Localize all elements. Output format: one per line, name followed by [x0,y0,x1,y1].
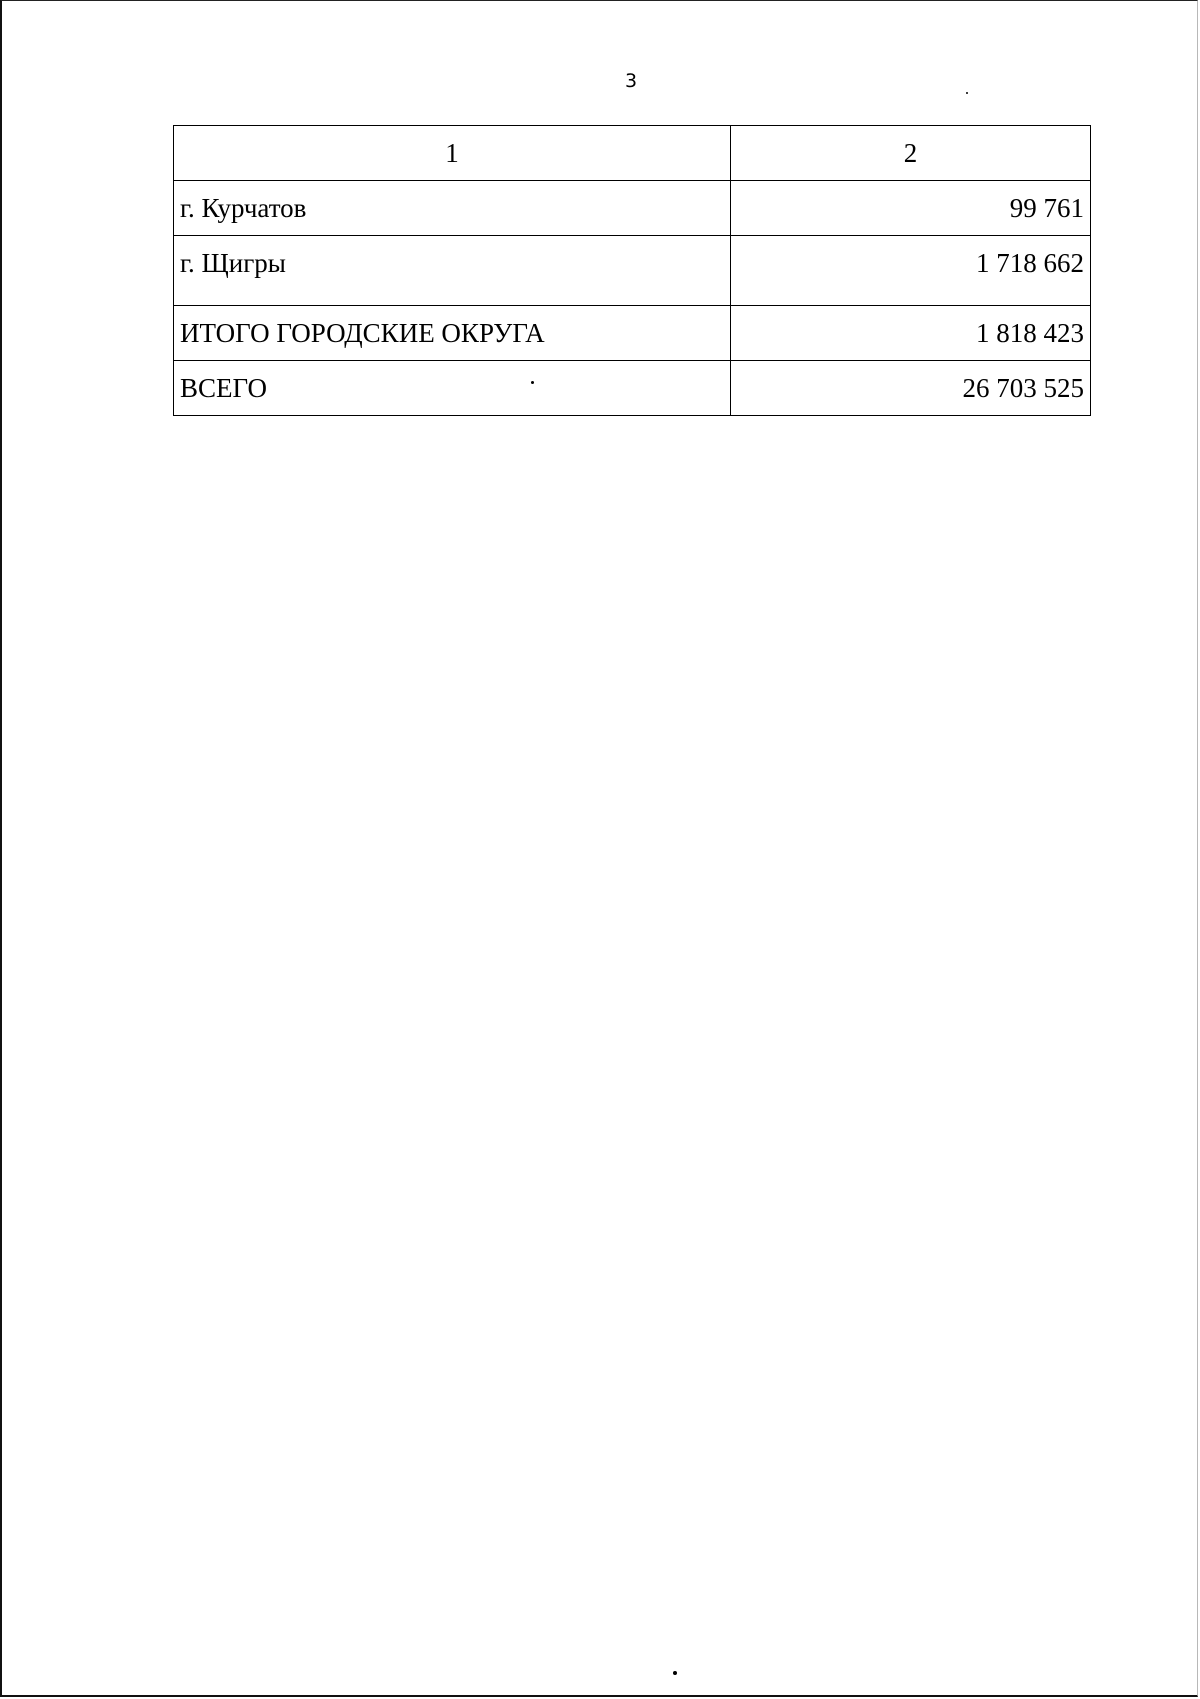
column-number-1: 1 [174,126,731,181]
table-row [174,181,1091,236]
total-row-city-districts [174,306,1091,361]
scan-speck [673,1671,677,1675]
data-table [173,125,1091,416]
grand-total-row [174,361,1091,416]
column-number-2: 2 [731,126,1091,181]
row-value: 1 718 662 [731,236,1091,306]
table-row [174,236,1091,306]
row-value: 99 761 [731,181,1091,236]
page-number: 3 [624,70,638,92]
scan-speck [966,92,968,94]
row-name: г. Щигры [174,236,731,306]
row-value: 26 703 525 [731,361,1091,416]
row-name: ВСЕГО [174,361,731,416]
row-name: ИТОГО ГОРОДСКИЕ ОКРУГА [174,306,731,361]
row-name: г. Курчатов [174,181,731,236]
table-header-row [174,126,1091,181]
row-value: 1 818 423 [731,306,1091,361]
scan-speck [531,381,534,384]
